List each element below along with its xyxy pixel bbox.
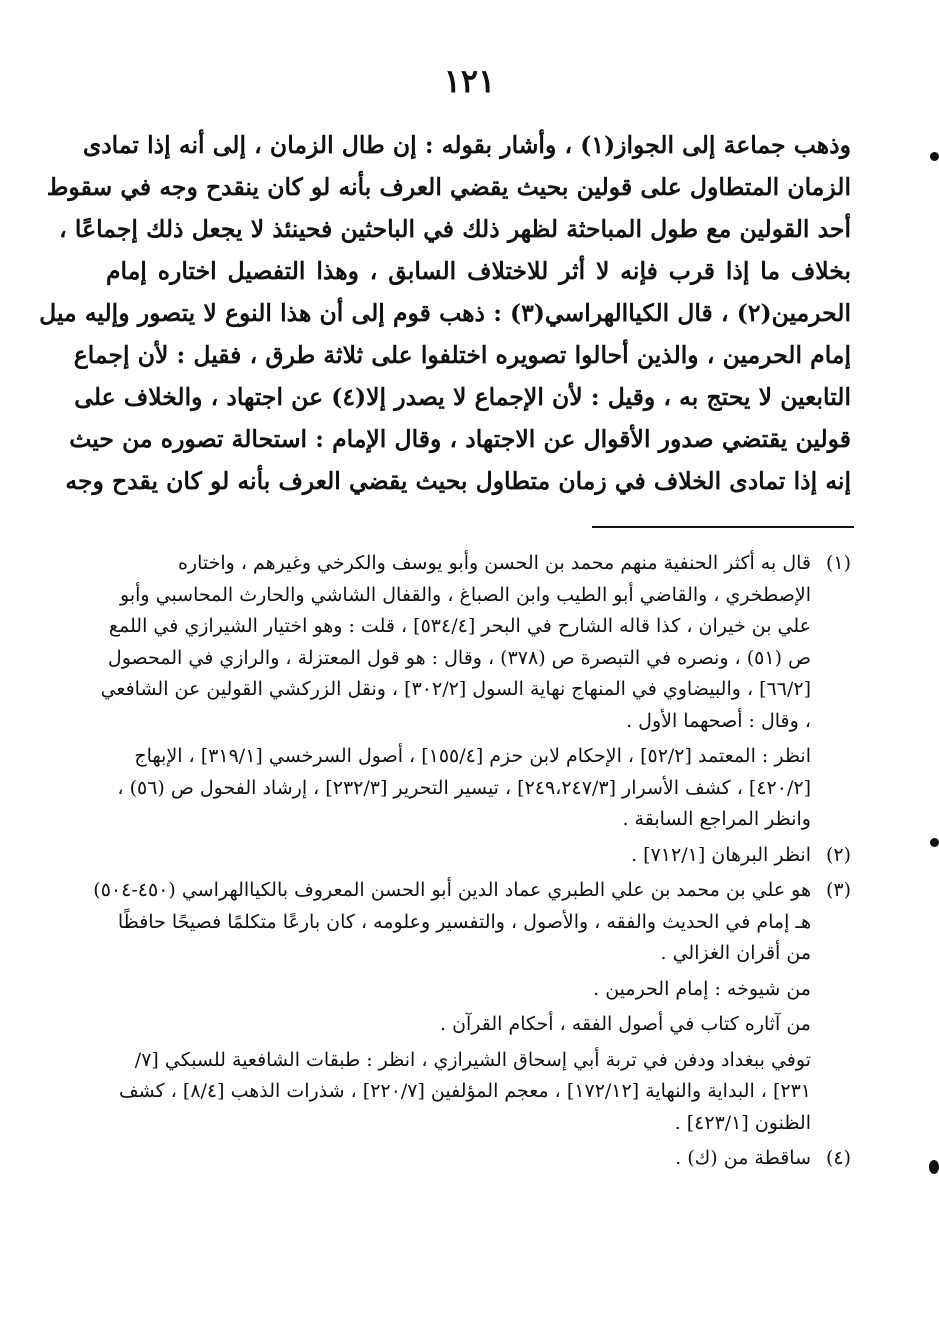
footnote-paragraph: قال به أكثر الحنفية منهم محمد بن الحسن وأبو يوسف والكرخي وغيرهم ، واختاره الإصطخري ، والقاضي أبو الطيب وابن الصباغ ، والقفال الشاشي والحارث المحاسبي وأبو علي بن خيران ، كذا قاله الشارح في البحر [٥٣٤/٤] ، قلت : وهو اختيار الشيرازي في اللمع ص (٥١) ، ونصره في التبصرة ص (٣٧٨) ، وقال : هو قول المعتزلة ، والرازي في المحصول [٦٦/٢] ، والبيضاوي في المنهاج نهاية السول [٣٠٢/٢] ، ونقل الزركشي القولين عن الشافعي ، وقال : أصحهما الأول .: [100, 552, 811, 732]
footnote-paragraph: توفي ببغداد ودفن في تربة أبي إسحاق الشيرازي ، انظر : طبقات الشافعية للسبكي [٧/ ٢٣١] ، البداية والنهاية [١٧٢/١٢] ، معجم المؤلفين [٢٢٠/٧] ، شذرات الذهب [٨/٤] ، كشف الظنون [٤٢٣/١] .: [119, 1048, 811, 1134]
footnote-paragraph: انظر : المعتمد [٥٢/٢] ، الإحكام لابن حزم [١٥٥/٤] ، أصول السرخسي [٣١٩/١] ، الإبهاج [٤٢٠/٢] ، كشف الأسرار [٢٤٩،٢٤٧/٣] ، تيسير التحرير [٢٣٢/٣] ، إرشاد الفحول ص (٥٦) ، وانظر المراجع السابقة .: [117, 745, 811, 830]
footnote-paragraph: من آثاره كتاب في أصول الفقه ، أحكام القرآن .: [439, 1013, 811, 1035]
main-text-line: وذهب جماعة إلى الجواز(١) ، وأشار بقوله : إن طال الزمان ، إلى أنه إذا تمادى: [82, 131, 851, 159]
main-text-line: قولين يقتضي صدور الأقوال عن الاجتهاد ، وقال الإمام : استحالة تصوره من حيث: [69, 425, 851, 453]
footnote-3: [91, 875, 851, 1139]
main-text-line: إنه إذا تمادى الخلاف في زمان متطاول بحيث يقضي العرف بأنه لو كان يقدح وجه: [65, 467, 851, 495]
footnote-paragraph: هو علي بن محمد بن علي الطبري عماد الدين أبو الحسن المعروف بالكياالهراسي (٤٥٠-٥٠٤) هـ إمام في الحديث والفقه ، والأصول ، والتفسير وعلومه ، كان بارعًا متكلمًا فصيحًا حافظًا من أقران الغزالي .: [93, 879, 811, 964]
footnote-1: [91, 548, 851, 836]
main-text-line: التابعين لا يحتج به ، وقيل : لأن الإجماع لا يصدر إلا(٤) عن اجتهاد ، والخلاف على: [74, 383, 851, 411]
footnotes: [91, 548, 851, 1179]
scan-mark: [930, 838, 939, 847]
main-text: [39, 124, 851, 502]
main-text-line: الحرمين(٢) ، قال الكياالهراسي(٣) : ذهب قوم إلى أن هذا النوع لا يتصور وإليه ميل: [39, 299, 851, 327]
main-text-line: بخلاف ما إذا قرب فإنه لا أثر للاختلاف السابق ، وهذا التفصيل اختاره إمام: [106, 257, 851, 285]
footnote-number: (٤): [825, 1147, 851, 1169]
main-text-line: أحد القولين مع طول المباحثة لظهر ذلك في الباحثين فحينئذ لا يجعل ذلك إجماعًا ،: [59, 215, 851, 243]
footnote-paragraph: ساقطة من (ك) .: [675, 1147, 811, 1169]
footnote-paragraph: من شيوخه : إمام الحرمين .: [593, 977, 811, 1000]
page-number: ١٢١: [443, 62, 496, 100]
main-text-line: الزمان المتطاول على قولين بحيث يقضي العرف بأنه لو كان ينقدح وجه في سقوط: [46, 173, 851, 201]
footnote-paragraph: انظر البرهان [٧١٢/١] .: [631, 843, 811, 866]
footnote-number: (٢): [825, 843, 851, 866]
main-text-line: إمام الحرمين ، والذين أحالوا تصويره اختلفوا على ثلاثة طرق ، فقيل : لأن إجماع: [73, 341, 851, 369]
scan-mark: [929, 1160, 939, 1174]
scan-mark: [930, 152, 939, 161]
footnote-4: [91, 1143, 851, 1175]
footnote-2: [91, 840, 851, 872]
footnote-number: (١): [825, 552, 851, 574]
footnote-separator: [592, 526, 854, 528]
footnote-number: (٣): [825, 879, 851, 901]
